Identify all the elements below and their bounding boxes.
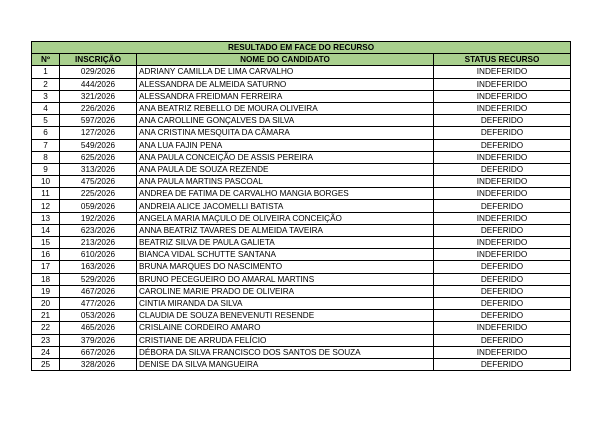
row-number: 9 <box>32 163 60 175</box>
row-number: 5 <box>32 115 60 127</box>
table-row <box>32 273 571 285</box>
status-cell: INDEFERIDO <box>434 249 571 261</box>
candidate-name-cell: ANA CAROLLINE GONÇALVES DA SILVA <box>137 115 434 127</box>
candidate-name-cell: CINTIA MIRANDA DA SILVA <box>137 297 434 309</box>
table-row <box>32 285 571 297</box>
candidate-name-cell: ANA PAULA CONCEIÇÃO DE ASSIS PEREIRA <box>137 151 434 163</box>
inscricao-cell: 163/2026 <box>60 261 137 273</box>
table-row <box>32 90 571 102</box>
row-number: 22 <box>32 322 60 334</box>
candidate-name-cell: ANA CRISTINA MESQUITA DA CÂMARA <box>137 127 434 139</box>
status-cell: DEFERIDO <box>434 273 571 285</box>
table-row <box>32 78 571 90</box>
inscricao-cell: 226/2026 <box>60 102 137 114</box>
column-header-inscricao: INSCRIÇÃO <box>60 54 137 66</box>
status-cell: DEFERIDO <box>434 334 571 346</box>
candidate-name-cell: BRUNO PECEGUEIRO DO AMARAL MARTINS <box>137 273 434 285</box>
result-sheet <box>31 41 570 371</box>
table-row <box>32 237 571 249</box>
status-cell: DEFERIDO <box>434 139 571 151</box>
inscricao-cell: 192/2026 <box>60 212 137 224</box>
status-cell: DEFERIDO <box>434 310 571 322</box>
results-table <box>31 41 571 371</box>
table-row <box>32 297 571 309</box>
column-header-number: Nº <box>32 54 60 66</box>
row-number: 18 <box>32 273 60 285</box>
table-row <box>32 188 571 200</box>
candidate-name-cell: ANA BEATRIZ REBELLO DE MOURA OLIVEIRA <box>137 102 434 114</box>
candidate-name-cell: ANA PAULA DE SOUZA REZENDE <box>137 163 434 175</box>
table-row <box>32 249 571 261</box>
table-row <box>32 115 571 127</box>
table-row <box>32 310 571 322</box>
candidate-name-cell: ALESSANDRA FREIDMAN FERREIRA <box>137 90 434 102</box>
candidate-name-cell: ANGELA MARIA MAÇULO DE OLIVEIRA CONCEIÇÃO <box>137 212 434 224</box>
row-number: 2 <box>32 78 60 90</box>
table-row <box>32 261 571 273</box>
column-header-status: STATUS RECURSO <box>434 54 571 66</box>
row-number: 7 <box>32 139 60 151</box>
inscricao-cell: 328/2026 <box>60 358 137 370</box>
status-cell: INDEFERIDO <box>434 66 571 78</box>
inscricao-cell: 029/2026 <box>60 66 137 78</box>
row-number: 14 <box>32 224 60 236</box>
inscricao-cell: 321/2026 <box>60 90 137 102</box>
table-row <box>32 139 571 151</box>
row-number: 13 <box>32 212 60 224</box>
row-number: 23 <box>32 334 60 346</box>
inscricao-cell: 225/2026 <box>60 188 137 200</box>
table-row <box>32 212 571 224</box>
candidate-name-cell: ANA LUA FAJIN PENA <box>137 139 434 151</box>
table-row <box>32 127 571 139</box>
status-cell: DEFERIDO <box>434 163 571 175</box>
candidate-name-cell: ALESSANDRA DE ALMEIDA SATURNO <box>137 78 434 90</box>
candidate-name-cell: CRISLAINE CORDEIRO AMARO <box>137 322 434 334</box>
status-cell: INDEFERIDO <box>434 90 571 102</box>
inscricao-cell: 465/2026 <box>60 322 137 334</box>
row-number: 15 <box>32 237 60 249</box>
status-cell: DEFERIDO <box>434 297 571 309</box>
row-number: 19 <box>32 285 60 297</box>
inscricao-cell: 379/2026 <box>60 334 137 346</box>
header-row <box>32 54 571 66</box>
inscricao-cell: 667/2026 <box>60 346 137 358</box>
candidate-name-cell: BIANCA VIDAL SCHUTTE SANTANA <box>137 249 434 261</box>
row-number: 25 <box>32 358 60 370</box>
row-number: 1 <box>32 66 60 78</box>
table-row <box>32 334 571 346</box>
status-cell: DEFERIDO <box>434 127 571 139</box>
inscricao-cell: 477/2026 <box>60 297 137 309</box>
table-row <box>32 163 571 175</box>
candidate-name-cell: BRUNA MARQUES DO NASCIMENTO <box>137 261 434 273</box>
row-number: 11 <box>32 188 60 200</box>
inscricao-cell: 059/2026 <box>60 200 137 212</box>
status-cell: INDEFERIDO <box>434 346 571 358</box>
candidate-name-cell: DENISE DA SILVA MANGUEIRA <box>137 358 434 370</box>
row-number: 24 <box>32 346 60 358</box>
row-number: 12 <box>32 200 60 212</box>
table-row <box>32 151 571 163</box>
status-cell: DEFERIDO <box>434 285 571 297</box>
candidate-name-cell: BEATRIZ SILVA DE PAULA GALIETA <box>137 237 434 249</box>
inscricao-cell: 053/2026 <box>60 310 137 322</box>
row-number: 20 <box>32 297 60 309</box>
inscricao-cell: 444/2026 <box>60 78 137 90</box>
status-cell: DEFERIDO <box>434 224 571 236</box>
candidate-name-cell: ANDREA DE FATIMA DE CARVALHO MANGIA BORGES <box>137 188 434 200</box>
status-cell: INDEFERIDO <box>434 322 571 334</box>
inscricao-cell: 623/2026 <box>60 224 137 236</box>
table-row <box>32 176 571 188</box>
table-row <box>32 322 571 334</box>
inscricao-cell: 127/2026 <box>60 127 137 139</box>
status-cell: INDEFERIDO <box>434 176 571 188</box>
inscricao-cell: 313/2026 <box>60 163 137 175</box>
table-row <box>32 346 571 358</box>
candidate-name-cell: CLAUDIA DE SOUZA BENEVENUTI RESENDE <box>137 310 434 322</box>
row-number: 3 <box>32 90 60 102</box>
status-cell: DEFERIDO <box>434 200 571 212</box>
status-cell: INDEFERIDO <box>434 102 571 114</box>
table-row <box>32 66 571 78</box>
row-number: 4 <box>32 102 60 114</box>
inscricao-cell: 597/2026 <box>60 115 137 127</box>
table-row <box>32 102 571 114</box>
row-number: 17 <box>32 261 60 273</box>
table-row <box>32 200 571 212</box>
row-number: 21 <box>32 310 60 322</box>
row-number: 16 <box>32 249 60 261</box>
column-header-nome: NOME DO CANDIDATO <box>137 54 434 66</box>
candidate-name-cell: ADRIANY CAMILLA DE LIMA CARVALHO <box>137 66 434 78</box>
candidate-name-cell: CRISTIANE DE ARRUDA FELÍCIO <box>137 334 434 346</box>
table-body <box>32 66 571 371</box>
status-cell: INDEFERIDO <box>434 212 571 224</box>
candidate-name-cell: ANNA BEATRIZ TAVARES DE ALMEIDA TAVEIRA <box>137 224 434 236</box>
status-cell: INDEFERIDO <box>434 188 571 200</box>
status-cell: INDEFERIDO <box>434 151 571 163</box>
row-number: 10 <box>32 176 60 188</box>
candidate-name-cell: DÉBORA DA SILVA FRANCISCO DOS SANTOS DE SOUZA <box>137 346 434 358</box>
title-row <box>32 42 571 54</box>
inscricao-cell: 213/2026 <box>60 237 137 249</box>
inscricao-cell: 467/2026 <box>60 285 137 297</box>
status-cell: INDEFERIDO <box>434 237 571 249</box>
table-row <box>32 224 571 236</box>
status-cell: DEFERIDO <box>434 261 571 273</box>
status-cell: DEFERIDO <box>434 115 571 127</box>
table-row <box>32 358 571 370</box>
candidate-name-cell: ANDREIA ALICE JACOMELLI BATISTA <box>137 200 434 212</box>
table-title: RESULTADO EM FACE DO RECURSO <box>32 42 571 54</box>
status-cell: INDEFERIDO <box>434 78 571 90</box>
row-number: 8 <box>32 151 60 163</box>
candidate-name-cell: ANA PAULA MARTINS PASCOAL <box>137 176 434 188</box>
status-cell: DEFERIDO <box>434 358 571 370</box>
inscricao-cell: 625/2026 <box>60 151 137 163</box>
inscricao-cell: 475/2026 <box>60 176 137 188</box>
candidate-name-cell: CAROLINE MARIE PRADO DE OLIVEIRA <box>137 285 434 297</box>
row-number: 6 <box>32 127 60 139</box>
inscricao-cell: 610/2026 <box>60 249 137 261</box>
inscricao-cell: 529/2026 <box>60 273 137 285</box>
inscricao-cell: 549/2026 <box>60 139 137 151</box>
